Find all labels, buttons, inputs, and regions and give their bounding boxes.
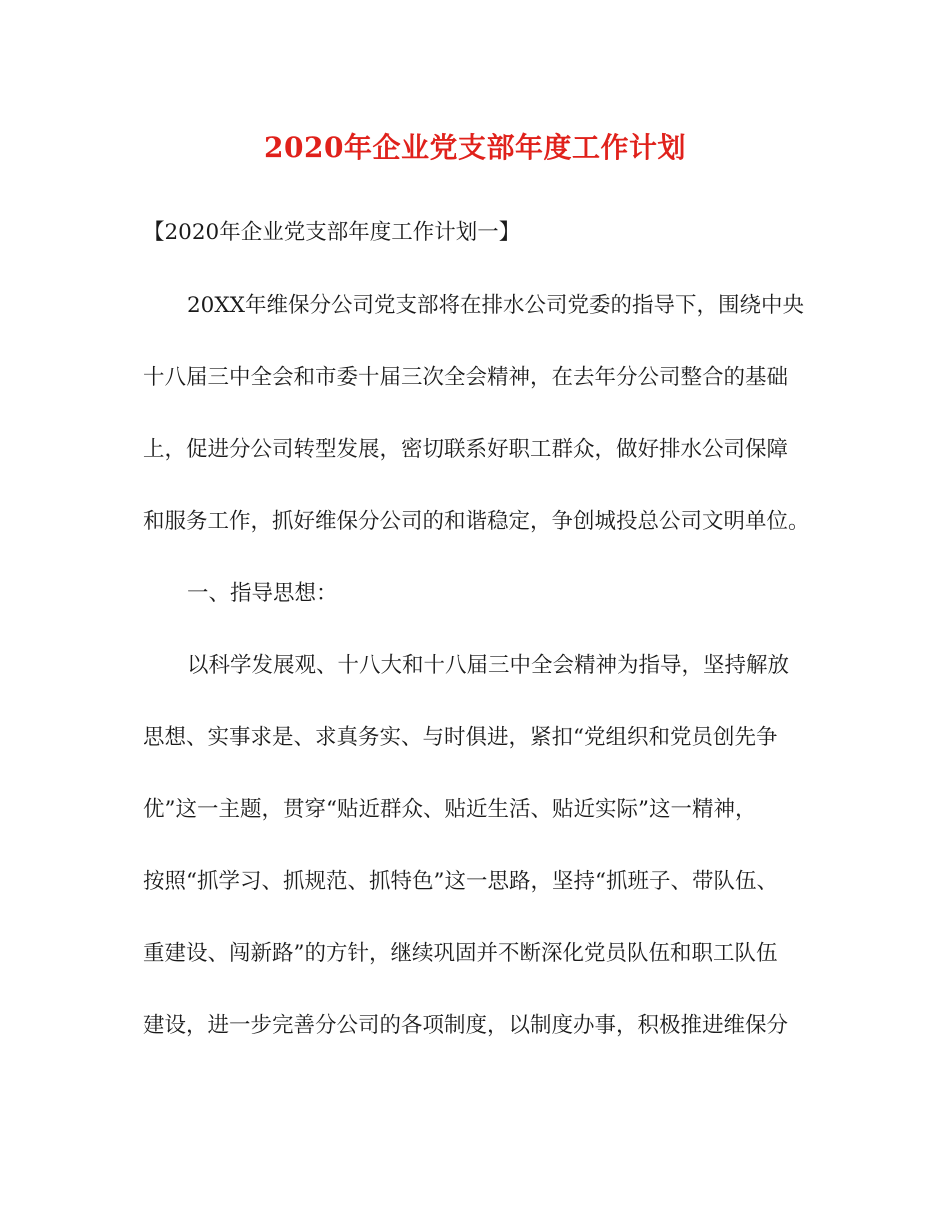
paragraph-line: 和服务工作，抓好维保分公司的和谐稳定，争创城投总公司文明单位。 xyxy=(143,509,810,534)
paragraph-line: 以科学发展观、十八大和十八届三中全会精神为指导，坚持解放 xyxy=(187,653,790,678)
paragraph-line: 优”这一主题，贯穿“贴近群众、贴近生活、贴近实际”这一精神， xyxy=(143,797,757,822)
document-title: 2020年企业党支部年度工作计划 xyxy=(264,131,686,164)
paragraph-line: 按照“抓学习、抓规范、抓特色”这一思路，坚持“抓班子、带队伍、 xyxy=(143,869,778,894)
paragraph-line: 20XX年维保分公司党支部将在排水公司党委的指导下，围绕中央 xyxy=(187,293,804,318)
paragraph-line: 思想、实事求是、求真务实、与时俱进，紧扣“党组织和党员创先争 xyxy=(143,725,778,750)
paragraph-line: 建设，进一步完善分公司的各项制度，以制度办事，积极推进维保分 xyxy=(143,1013,789,1038)
section-heading: 【2020年企业党支部年度工作计划一】 xyxy=(143,220,521,245)
paragraph-line: 重建设、闯新路”的方针，继续巩固并不断深化党员队伍和职工队伍 xyxy=(143,941,778,966)
paragraph-line: 上，促进分公司转型发展，密切联系好职工群众，做好排水公司保障 xyxy=(143,437,789,462)
subsection-heading: 一、指导思想： xyxy=(187,581,338,606)
paragraph-line: 十八届三中全会和市委十届三次全会精神，在去年分公司整合的基础 xyxy=(143,365,789,390)
